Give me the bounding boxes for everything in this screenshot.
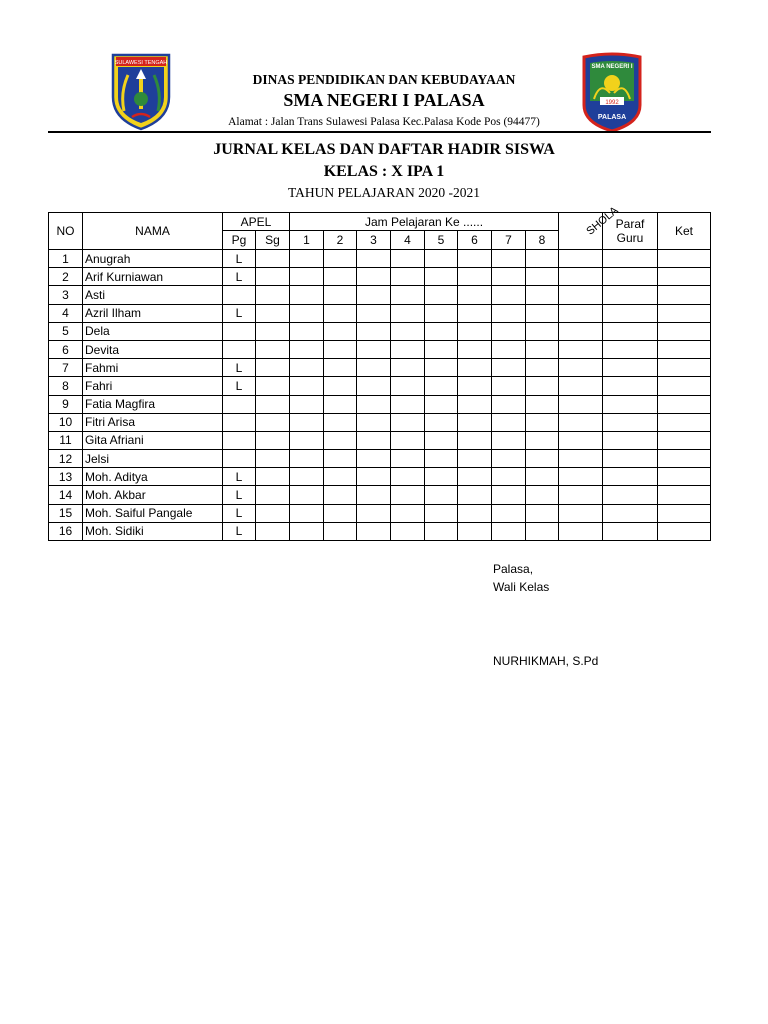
row-period-7 [492,359,526,377]
row-name: Moh. Aditya [83,468,223,486]
row-period-2 [324,340,357,358]
row-shola [559,304,603,322]
row-ket [658,395,711,413]
header-sg: Sg [256,231,290,250]
row-period-4 [391,486,425,504]
row-no: 2 [49,268,83,286]
row-period-3 [357,304,391,322]
row-period-7 [492,486,526,504]
row-period-4 [391,340,425,358]
row-period-4 [391,450,425,468]
row-period-2 [324,268,357,286]
row-pg: L [223,377,256,395]
row-period-5 [425,322,458,340]
row-period-8 [526,486,559,504]
row-period-3 [357,486,391,504]
row-shola [559,522,603,540]
shola-label: SHOLA [584,204,621,238]
paraf-label: Paraf Guru [615,216,645,245]
row-period-3 [357,286,391,304]
row-pg: L [223,250,256,268]
row-shola [559,377,603,395]
row-pg: L [223,468,256,486]
row-period-4 [391,522,425,540]
row-period-4 [391,377,425,395]
row-ket [658,450,711,468]
table-row [49,322,711,340]
row-period-1 [290,268,324,286]
row-paraf [603,468,658,486]
header-period-5: 5 [425,231,458,250]
row-period-2 [324,322,357,340]
row-paraf [603,268,658,286]
row-period-4 [391,504,425,522]
school-address: Alamat : Jalan Trans Sulawesi Palasa Kec.Palasa Kode Pos (94477) [228,116,540,128]
row-no: 1 [49,250,83,268]
header-period-2: 2 [324,231,357,250]
row-sg [256,522,290,540]
table-row [49,504,711,522]
row-ket [658,522,711,540]
row-pg [223,322,256,340]
row-name: Gita Afriani [83,431,223,449]
row-shola [559,413,603,431]
row-period-5 [425,286,458,304]
row-period-3 [357,468,391,486]
row-period-3 [357,504,391,522]
row-name: Moh. Sidiki [83,522,223,540]
table-row [49,431,711,449]
row-period-5 [425,413,458,431]
row-period-7 [492,304,526,322]
row-period-5 [425,522,458,540]
row-period-8 [526,268,559,286]
row-period-6 [458,504,492,522]
row-period-7 [492,504,526,522]
row-sg [256,340,290,358]
row-period-8 [526,468,559,486]
row-period-7 [492,322,526,340]
header-jam-pelajaran: Jam Pelajaran Ke ...... [290,213,559,231]
row-period-7 [492,286,526,304]
row-no: 4 [49,304,83,322]
row-period-3 [357,340,391,358]
table-row [49,395,711,413]
document-class: KELAS : X IPA 1 [323,163,445,180]
row-period-8 [526,286,559,304]
attendance-table [48,204,711,541]
row-shola [559,340,603,358]
row-shola [559,468,603,486]
row-sg [256,377,290,395]
row-shola [559,268,603,286]
row-period-7 [492,413,526,431]
header-shola [559,204,621,250]
signature-role: Wali Kelas [493,580,550,594]
row-period-5 [425,250,458,268]
row-period-2 [324,468,357,486]
row-ket [658,486,711,504]
row-no: 10 [49,413,83,431]
attendance-rows [49,250,711,541]
row-paraf [603,250,658,268]
row-pg [223,286,256,304]
row-period-5 [425,431,458,449]
row-period-3 [357,522,391,540]
table-row [49,468,711,486]
row-period-1 [290,377,324,395]
row-no: 7 [49,359,83,377]
row-no: 14 [49,486,83,504]
header-nama: NAMA [83,213,223,250]
row-pg [223,395,256,413]
row-pg: L [223,486,256,504]
row-period-3 [357,450,391,468]
row-period-5 [425,377,458,395]
row-ket [658,413,711,431]
row-period-6 [458,486,492,504]
row-name: Jelsi [83,450,223,468]
row-period-5 [425,340,458,358]
row-name: Moh. Akbar [83,486,223,504]
logo-right-caption-top: SMA NEGERI I [591,64,633,70]
row-period-1 [290,504,324,522]
school-name: SMA NEGERI I PALASA [283,90,485,110]
header-period-8: 8 [526,231,559,250]
row-period-5 [425,268,458,286]
row-name: Fitri Arisa [83,413,223,431]
row-no: 5 [49,322,83,340]
row-no: 6 [49,340,83,358]
row-period-8 [526,431,559,449]
row-period-3 [357,359,391,377]
row-pg [223,413,256,431]
row-shola [559,250,603,268]
row-name: Fahmi [83,359,223,377]
document-title: JURNAL KELAS DAN DAFTAR HADIR SISWA [213,141,555,158]
row-period-7 [492,268,526,286]
row-pg: L [223,504,256,522]
row-ket [658,504,711,522]
row-sg [256,504,290,522]
row-period-2 [324,450,357,468]
table-row [49,304,711,322]
header-period-1: 1 [290,231,324,250]
row-period-3 [357,322,391,340]
row-period-4 [391,304,425,322]
row-period-1 [290,431,324,449]
row-sg [256,286,290,304]
row-ket [658,322,711,340]
row-period-6 [458,322,492,340]
header-period-6: 6 [458,231,492,250]
row-period-4 [391,468,425,486]
row-period-8 [526,450,559,468]
row-ket [658,340,711,358]
row-period-6 [458,413,492,431]
row-paraf [603,340,658,358]
row-pg: L [223,304,256,322]
row-period-6 [458,377,492,395]
row-shola [559,322,603,340]
row-pg [223,431,256,449]
row-ket [658,250,711,268]
row-paraf [603,304,658,322]
row-sg [256,468,290,486]
row-period-4 [391,286,425,304]
row-period-7 [492,522,526,540]
row-period-7 [492,377,526,395]
row-period-4 [391,395,425,413]
header-pg: Pg [223,231,256,250]
row-sg [256,250,290,268]
row-sg [256,450,290,468]
row-period-7 [492,250,526,268]
row-period-2 [324,413,357,431]
header-apel: APEL [223,213,290,231]
row-no: 3 [49,286,83,304]
header-period-4: 4 [391,231,425,250]
row-paraf [603,413,658,431]
row-period-8 [526,322,559,340]
row-paraf [603,359,658,377]
row-period-6 [458,286,492,304]
row-period-1 [290,340,324,358]
row-paraf [603,395,658,413]
row-period-2 [324,486,357,504]
row-period-1 [290,486,324,504]
table-row [49,359,711,377]
row-name: Dela [83,322,223,340]
document-year: TAHUN PELAJARAN 2020 -2021 [287,185,481,200]
row-period-6 [458,340,492,358]
row-period-8 [526,250,559,268]
row-period-8 [526,377,559,395]
row-name: Anugrah [83,250,223,268]
row-period-5 [425,395,458,413]
row-paraf [603,450,658,468]
table-row [49,340,711,358]
header-period-7: 7 [492,231,526,250]
header-period-3: 3 [357,231,391,250]
row-period-5 [425,450,458,468]
row-paraf [603,486,658,504]
table-row [49,250,711,268]
row-name: Fahri [83,377,223,395]
row-pg: L [223,268,256,286]
row-name: Fatia Magfira [83,395,223,413]
row-period-3 [357,431,391,449]
row-ket [658,268,711,286]
row-no: 15 [49,504,83,522]
row-period-1 [290,522,324,540]
row-period-4 [391,359,425,377]
header-divider [48,131,711,133]
row-period-1 [290,395,324,413]
row-period-1 [290,250,324,268]
row-period-3 [357,250,391,268]
row-period-8 [526,359,559,377]
row-pg: L [223,359,256,377]
row-paraf [603,286,658,304]
row-paraf [603,522,658,540]
table-row [49,268,711,286]
table-row [49,413,711,431]
row-paraf [603,504,658,522]
header-no: NO [49,213,83,250]
row-period-3 [357,377,391,395]
row-period-6 [458,468,492,486]
row-shola [559,286,603,304]
row-period-5 [425,504,458,522]
row-name: Moh. Saiful Pangale [83,504,223,522]
row-period-2 [324,359,357,377]
row-period-6 [458,359,492,377]
row-name: Devita [83,340,223,358]
row-period-2 [324,250,357,268]
table-row [49,450,711,468]
row-sg [256,322,290,340]
table-row [49,486,711,504]
row-period-2 [324,304,357,322]
row-paraf [603,431,658,449]
row-name: Arif Kurniawan [83,268,223,286]
row-sg [256,359,290,377]
row-period-7 [492,431,526,449]
row-pg: L [223,522,256,540]
row-no: 16 [49,522,83,540]
row-period-8 [526,413,559,431]
logo-left-caption: SULAWESI TENGAH [114,60,168,66]
row-period-1 [290,450,324,468]
row-period-3 [357,268,391,286]
row-no: 8 [49,377,83,395]
row-sg [256,304,290,322]
row-sg [256,431,290,449]
row-period-8 [526,522,559,540]
agency-name: DINAS PENDIDIKAN DAN KEBUDAYAAN [252,72,516,87]
row-period-5 [425,359,458,377]
row-shola [559,359,603,377]
logo-right-caption-bottom: PALASA [597,114,627,121]
row-shola [559,431,603,449]
signature-name: NURHIKMAH, S.Pd [493,654,599,668]
row-period-1 [290,304,324,322]
row-period-6 [458,431,492,449]
row-period-6 [458,250,492,268]
header-ket: Ket [658,213,711,250]
row-shola [559,486,603,504]
row-period-6 [458,395,492,413]
row-no: 13 [49,468,83,486]
row-period-8 [526,304,559,322]
row-sg [256,268,290,286]
row-paraf [603,377,658,395]
row-sg [256,486,290,504]
row-period-3 [357,395,391,413]
row-period-4 [391,322,425,340]
row-period-1 [290,286,324,304]
row-period-6 [458,268,492,286]
row-period-7 [492,395,526,413]
row-period-3 [357,413,391,431]
row-period-2 [324,431,357,449]
row-period-2 [324,504,357,522]
row-paraf [603,322,658,340]
row-shola [559,504,603,522]
row-period-2 [324,286,357,304]
row-period-2 [324,522,357,540]
signature-place: Palasa, [493,562,534,576]
row-period-4 [391,250,425,268]
row-period-7 [492,340,526,358]
row-name: Asti [83,286,223,304]
logo-right-year: 1992 [605,100,619,106]
row-no: 11 [49,431,83,449]
row-ket [658,359,711,377]
table-row [49,377,711,395]
row-period-5 [425,304,458,322]
row-period-4 [391,268,425,286]
row-period-1 [290,322,324,340]
row-period-4 [391,413,425,431]
row-sg [256,413,290,431]
row-period-1 [290,468,324,486]
table-row [49,522,711,540]
row-ket [658,286,711,304]
row-no: 12 [49,450,83,468]
row-period-1 [290,413,324,431]
row-no: 9 [49,395,83,413]
row-period-8 [526,504,559,522]
row-sg [256,395,290,413]
row-period-8 [526,395,559,413]
row-ket [658,377,711,395]
row-period-7 [492,468,526,486]
row-pg [223,340,256,358]
row-ket [658,468,711,486]
row-period-5 [425,486,458,504]
row-period-2 [324,377,357,395]
row-shola [559,450,603,468]
row-pg [223,450,256,468]
row-period-1 [290,359,324,377]
row-period-6 [458,450,492,468]
row-period-5 [425,468,458,486]
table-row [49,286,711,304]
row-period-2 [324,395,357,413]
row-period-6 [458,304,492,322]
row-period-8 [526,340,559,358]
row-shola [559,395,603,413]
row-ket [658,304,711,322]
row-name: Azril Ilham [83,304,223,322]
row-period-6 [458,522,492,540]
row-period-7 [492,450,526,468]
row-ket [658,431,711,449]
row-period-4 [391,431,425,449]
